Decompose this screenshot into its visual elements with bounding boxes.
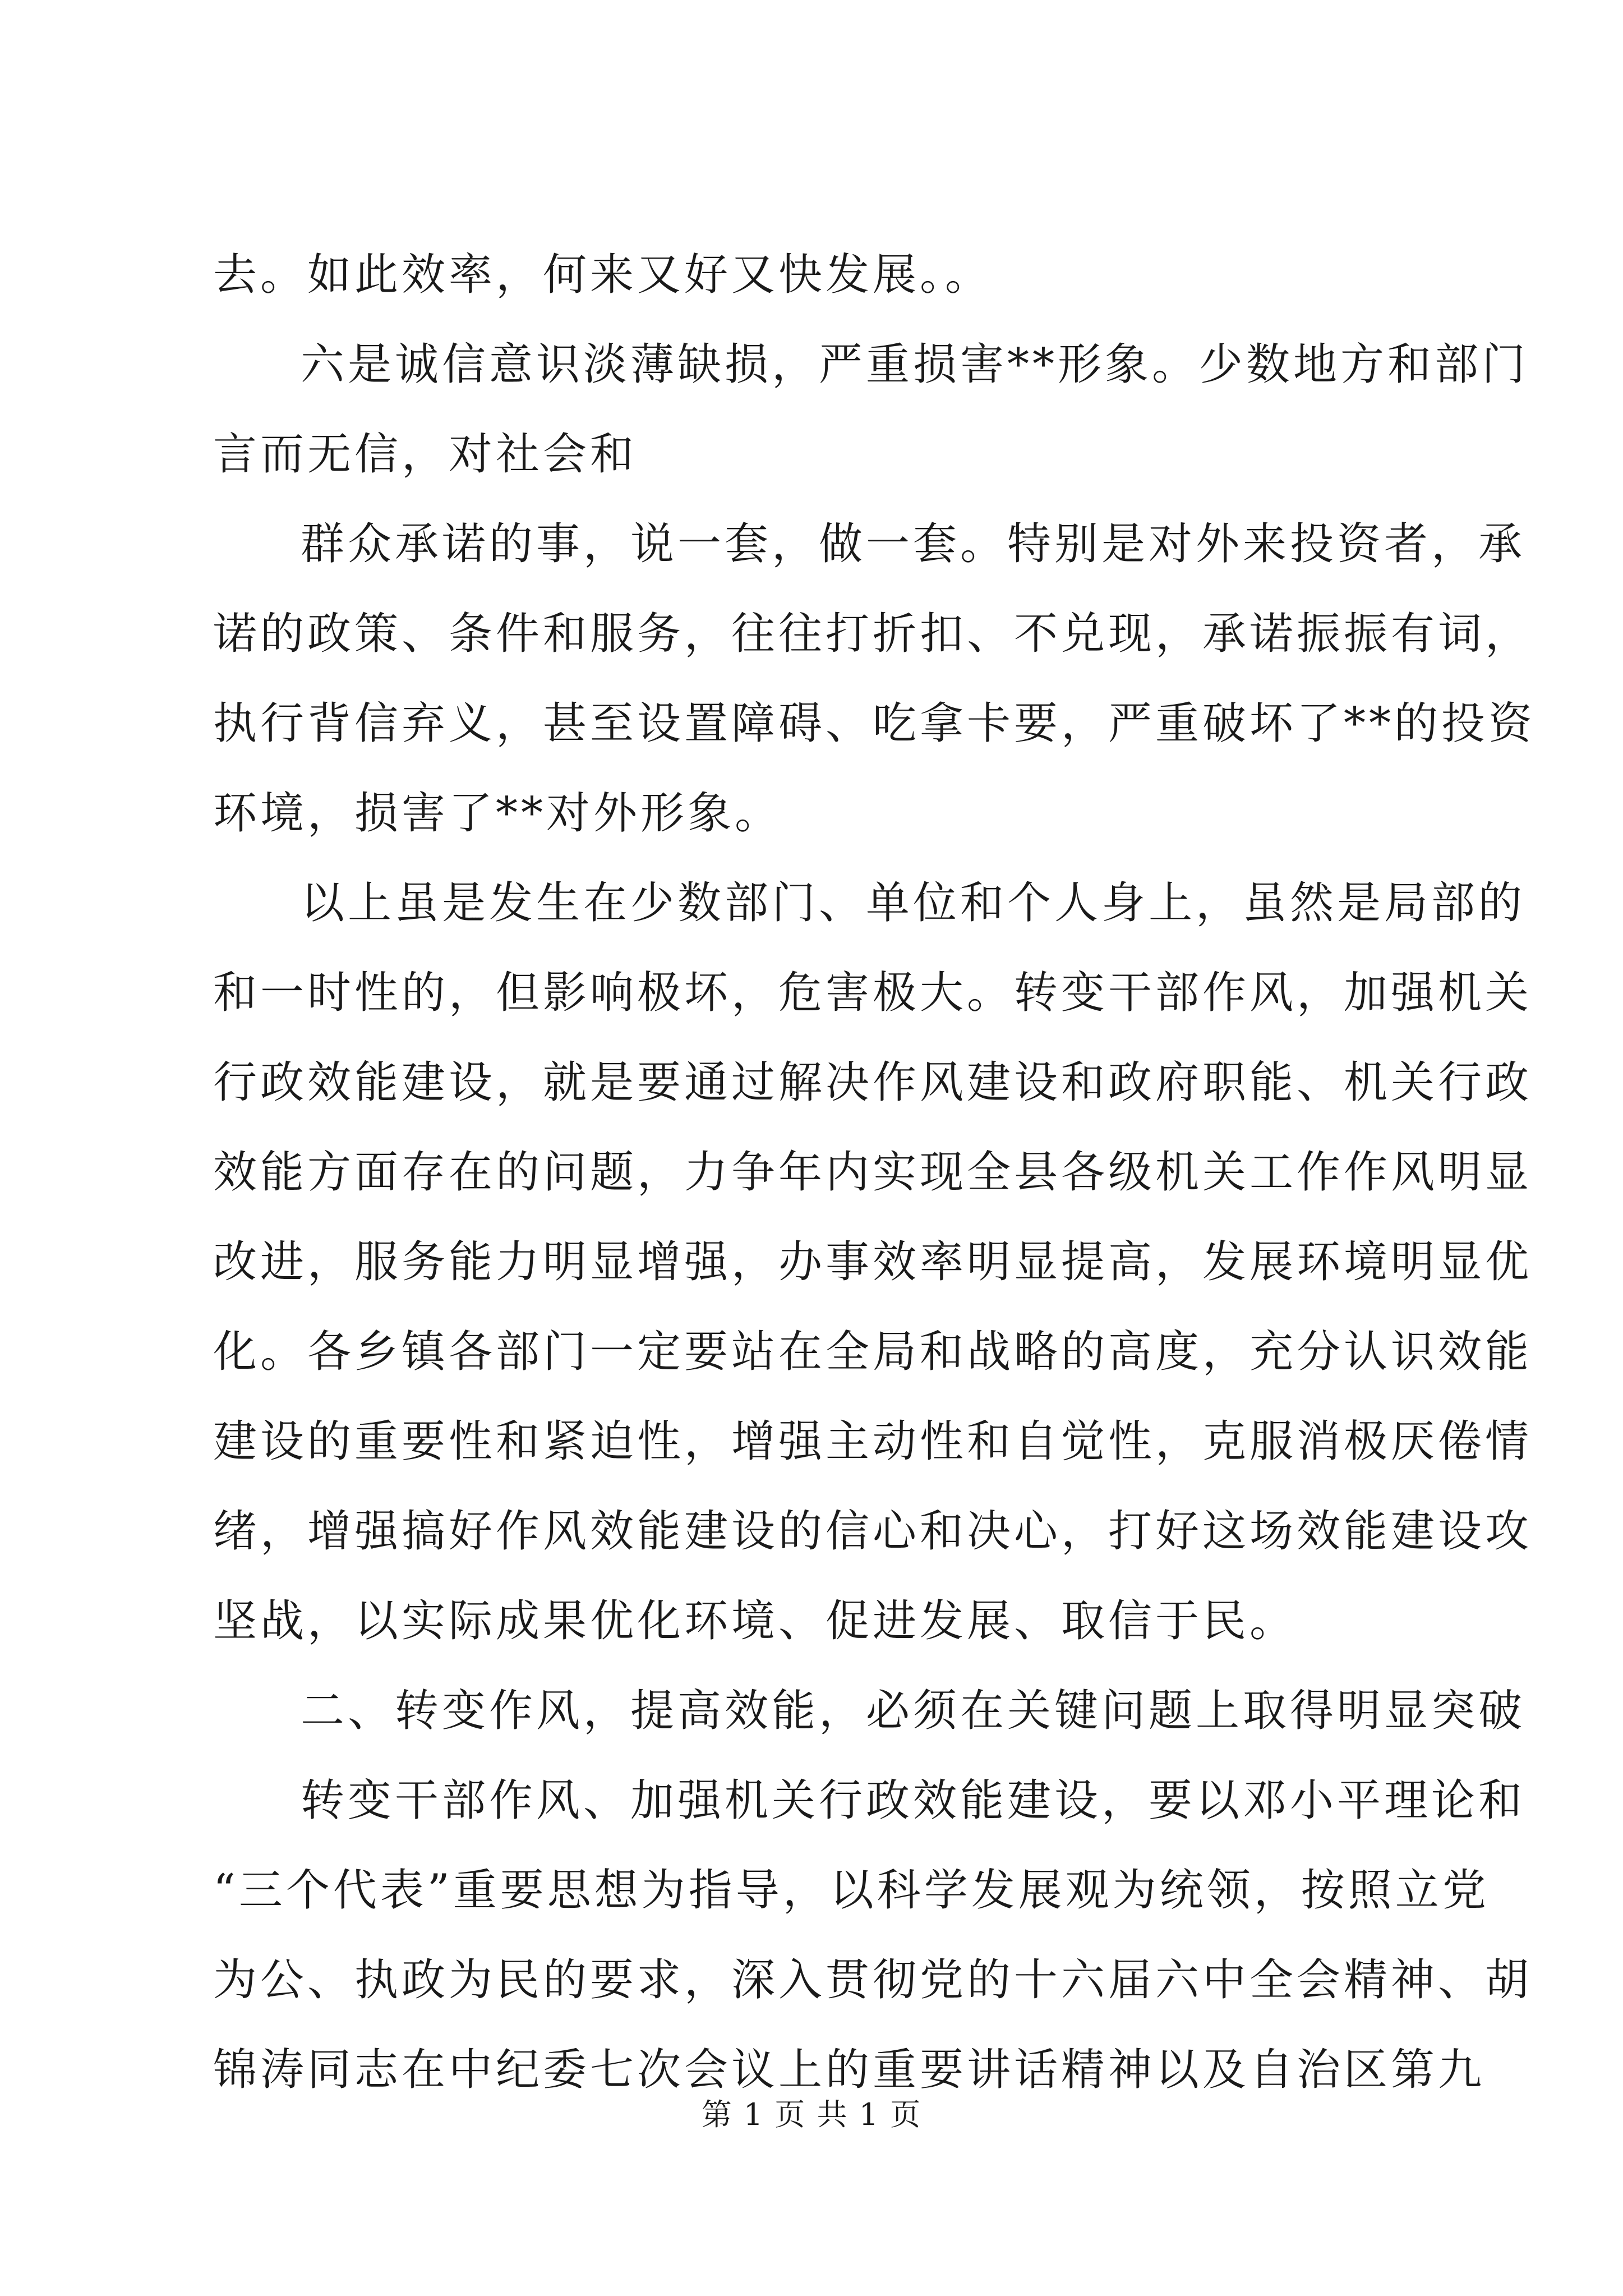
text-line: 言而无信，对社会和 — [213, 429, 638, 480]
page-number-footer: 第 1 页 共 1 页 — [701, 2097, 922, 2132]
text-line: 坚战，以实际成果优化环境、促进发展、取信于民。 — [213, 1596, 1297, 1646]
text-line: 诺的政策、条件和服务，往往打折扣、不兑现，承诺振振有词， — [213, 609, 1533, 659]
text-line: 锦涛同志在中纪委七次会议上的重要讲话精神以及自治区第九 — [213, 2045, 1486, 2095]
text-line: 去。如此效率，何来又好又快发展。。 — [213, 250, 993, 300]
text-line: 效能方面存在的问题，力争年内实现全县各级机关工作作风明显 — [213, 1147, 1533, 1198]
text-line: 以上虽是发生在少数部门、单位和个人身上，虽然是局部的 — [301, 878, 1526, 928]
section-heading: 二、转变作风，提高效能，必须在关键问题上取得明显突破 — [301, 1686, 1526, 1736]
text-line: 绪，增强搞好作风效能建设的信心和决心，打好这场效能建设攻 — [213, 1506, 1533, 1557]
text-line: 行政效能建设，就是要通过解决作风建设和政府职能、机关行政 — [213, 1057, 1533, 1108]
text-line: 建设的重要性和紧迫性，增强主动性和自觉性，克服消极厌倦情 — [213, 1416, 1533, 1467]
text-line: 和一时性的，但影响极坏，危害极大。转变干部作风，加强机关 — [213, 968, 1533, 1018]
text-line: 化。各乡镇各部门一定要站在全局和战略的高度，充分认识效能 — [213, 1327, 1533, 1377]
text-line: 六是诚信意识淡薄缺损，严重损害**形象。少数地方和部门 — [301, 339, 1529, 390]
text-line: 执行背信弃义，甚至设置障碍、吃拿卡要，严重破坏了**的投资 — [213, 698, 1536, 749]
text-line: 改进，服务能力明显增强，办事效率明显提高，发展环境明显优 — [213, 1237, 1533, 1287]
text-line: 群众承诺的事，说一套，做一套。特别是对外来投资者，承 — [301, 519, 1526, 569]
text-line: 环境，损害了**对外形象。 — [213, 788, 782, 839]
text-line: 为公、执政为民的要求，深入贯彻党的十六届六中全会精神、胡 — [213, 1955, 1533, 2005]
text-line: 转变干部作风、加强机关行政效能建设，要以邓小平理论和 — [301, 1775, 1526, 1826]
text-line: “三个代表”重要思想为指导，以科学发展观为统领，按照立党 — [213, 1865, 1490, 1916]
